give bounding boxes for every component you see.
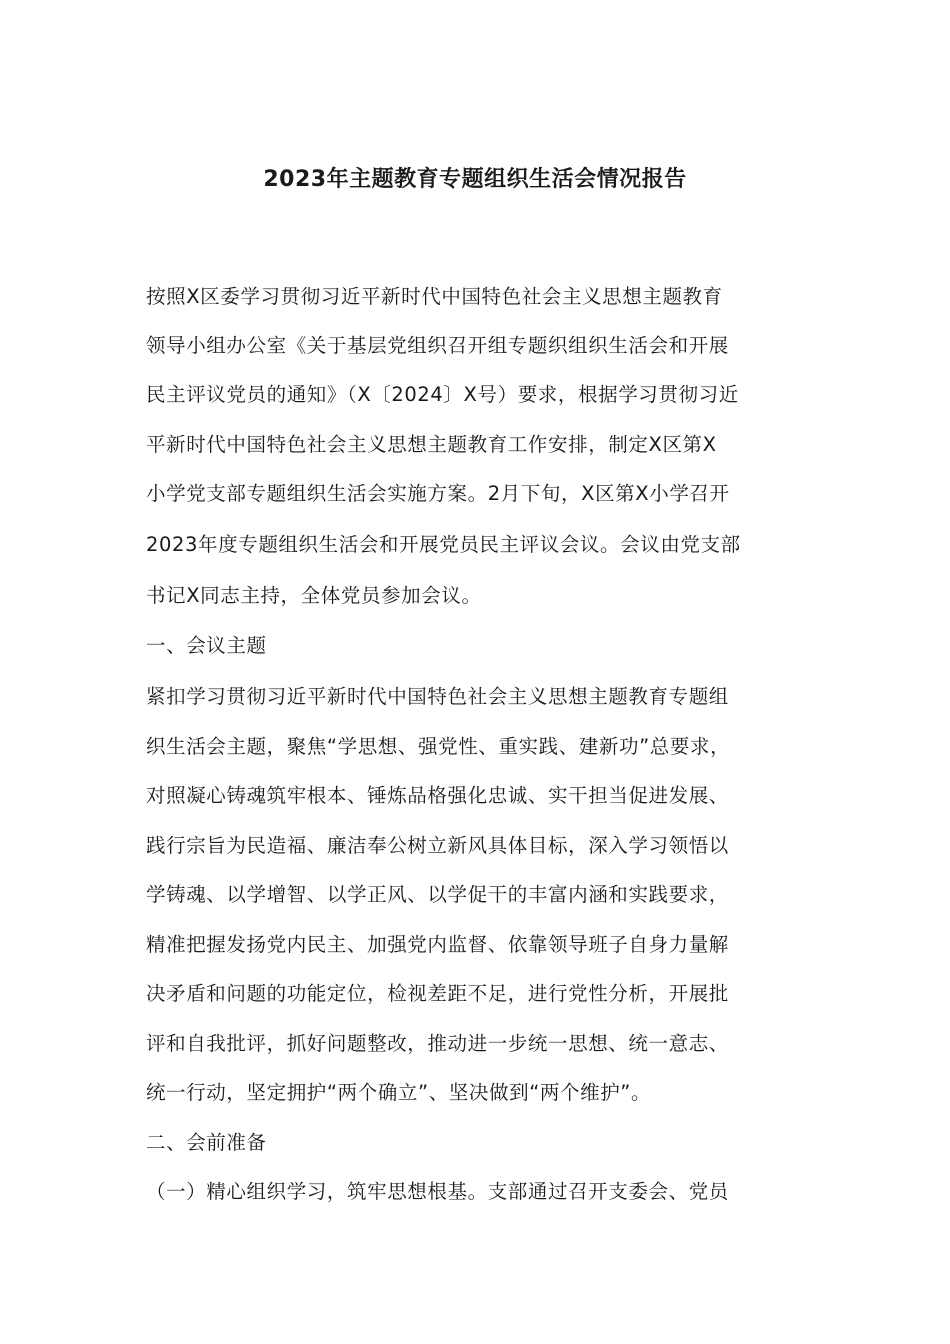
text-line-2: 领导小组办公室《关于基层党组织召开组专题织组织生活会和开展 xyxy=(146,334,729,357)
text-line-11: 对照凝心铸魂筑牢根本、锤炼品格强化忠诚、实干担当促进发展、 xyxy=(146,784,729,807)
text-line-7: 书记X同志主持，全体党员参加会议。 xyxy=(146,584,482,607)
text-line-9: 紧扣学习贯彻习近平新时代中国特色社会主义思想主题教育专题组 xyxy=(146,685,729,708)
text-line-14: 精准把握发扬党内民主、加强党内监督、依靠领导班子自身力量解 xyxy=(146,933,729,956)
text-line-3: 民主评议党员的通知》（X〔2024〕X号）要求，根据学习贯彻习近 xyxy=(146,383,739,406)
text-line-1: 按照X区委学习贯彻习近平新时代中国特色社会主义思想主题教育 xyxy=(146,285,723,308)
text-line-6: 2023年度专题组织生活会和开展党员民主评议会议。会议由党支部 xyxy=(146,533,741,556)
text-line-15: 决矛盾和问题的功能定位，检视差距不足，进行党性分析，开展批 xyxy=(146,982,729,1005)
text-line-12: 践行宗旨为民造福、廉洁奉公树立新风具体目标，深入学习领悟以 xyxy=(146,834,729,857)
text-line-5: 小学党支部专题组织生活会实施方案。2月下旬，X区第X小学召开 xyxy=(146,482,730,505)
document-title: 2023年主题教育专题组织生活会情况报告 xyxy=(263,167,687,192)
section-heading-2: 二、会前准备 xyxy=(146,1131,267,1154)
text-line-16: 评和自我批评，抓好问题整改，推动进一步统一思想、统一意志、 xyxy=(146,1032,729,1055)
text-line-17: 统一行动，坚定拥护“两个确立”、坚决做到“两个维护”。 xyxy=(146,1081,652,1104)
text-line-19: （一）精心组织学习，筑牢思想根基。支部通过召开支委会、党员 xyxy=(146,1180,729,1203)
section-heading-1: 一、会议主题 xyxy=(146,634,267,657)
text-line-10: 织生活会主题，聚焦“学思想、强党性、重实践、建新功”总要求， xyxy=(146,735,731,758)
text-line-13: 学铸魂、以学增智、以学正风、以学促干的丰富内涵和实践要求， xyxy=(146,883,729,906)
text-line-4: 平新时代中国特色社会主义思想主题教育工作安排，制定X区第X xyxy=(146,433,717,456)
